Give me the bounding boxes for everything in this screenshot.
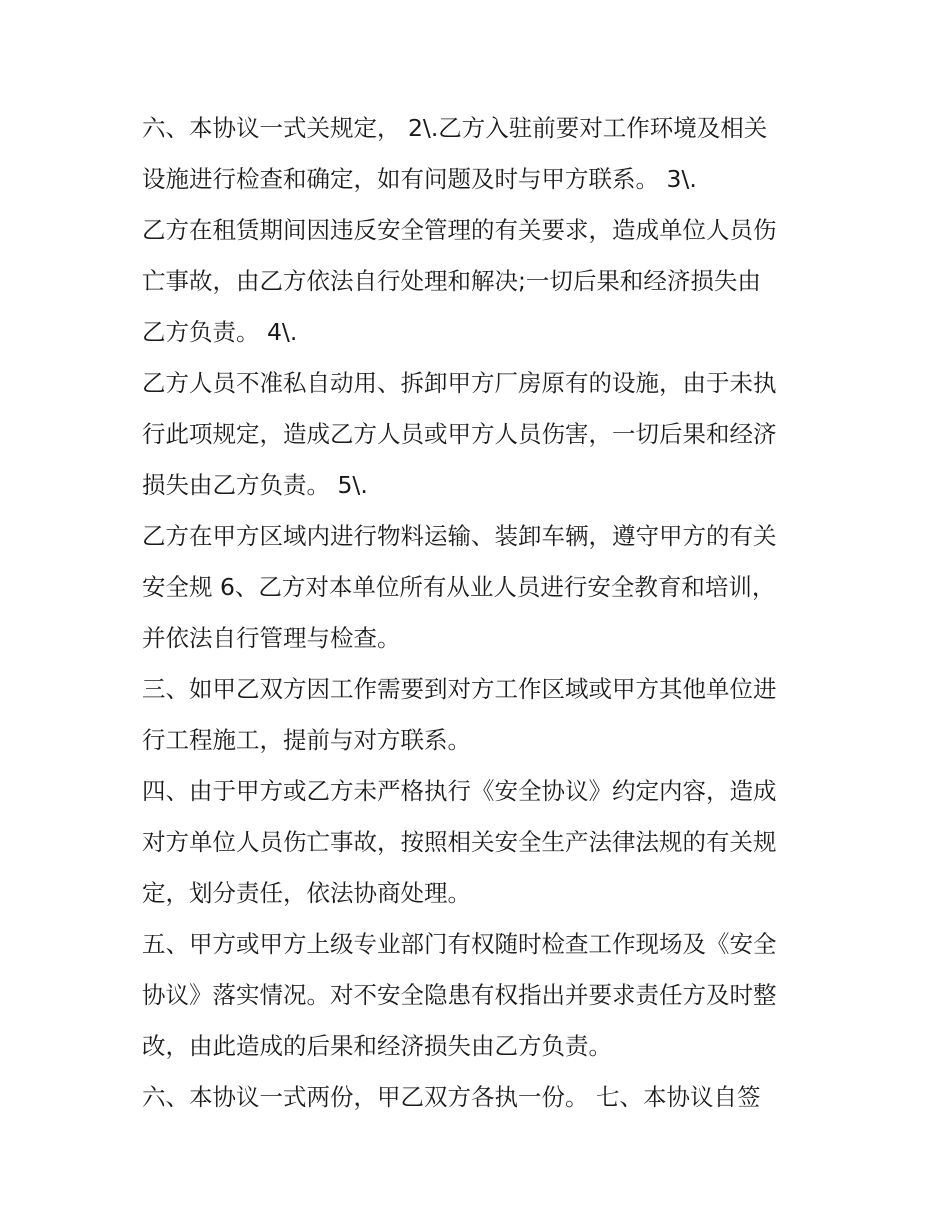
text-line: 乙方在甲方区域内进行物料运输、装卸车辆，遵守甲方的有关 xyxy=(142,522,777,550)
text-line: 对方单位人员伤亡事故，按照相关安全生产法律法规的有关规 xyxy=(142,828,777,856)
text-line: 四、由于甲方或乙方未严格执行《安全协议》约定内容，造成 xyxy=(142,777,777,805)
text-line: 六、本协议一式两份，甲乙双方各执一份。 七、本协议自签 xyxy=(142,1083,761,1111)
text-line: 行此项规定，造成乙方人员或甲方人员伤害，一切后果和经济 xyxy=(142,420,777,448)
text-line: 并依法自行管理与检查。 xyxy=(142,624,401,652)
text-line: 设施进行检查和确定，如有问题及时与甲方联系。 3\. xyxy=(142,165,697,193)
text-line: 协议》落实情况。对不安全隐患有权指出并要求责任方及时整 xyxy=(142,981,777,1009)
text-line: 定，划分责任，依法协商处理。 xyxy=(142,879,471,907)
document-body xyxy=(142,103,822,1123)
text-line: 五、甲方或甲方上级专业部门有权随时检查工作现场及《安全 xyxy=(142,930,777,958)
text-line: 乙方在租赁期间因违反安全管理的有关要求，造成单位人员伤 xyxy=(142,216,777,244)
text-line: 行工程施工，提前与对方联系。 xyxy=(142,726,471,754)
text-line: 乙方负责。 4\. xyxy=(142,318,298,346)
text-line: 安全规 6、乙方对本单位所有从业人员进行安全教育和培训， xyxy=(142,573,776,601)
paragraph xyxy=(142,103,822,1123)
text-line: 三、如甲乙双方因工作需要到对方工作区域或甲方其他单位进 xyxy=(142,675,777,703)
text-line: 改，由此造成的后果和经济损失由乙方负责。 xyxy=(142,1032,612,1060)
text-line: 损失由乙方负责。 5\. xyxy=(142,471,368,499)
text-line: 亡事故，由乙方依法自行处理和解决;一切后果和经济损失由 xyxy=(142,267,761,295)
text-line: 六、本协议一式关规定， 2\.乙方入驻前要对工作环境及相关 xyxy=(142,114,768,142)
text-line: 乙方人员不准私自动用、拆卸甲方厂房原有的设施，由于未执 xyxy=(142,369,777,397)
